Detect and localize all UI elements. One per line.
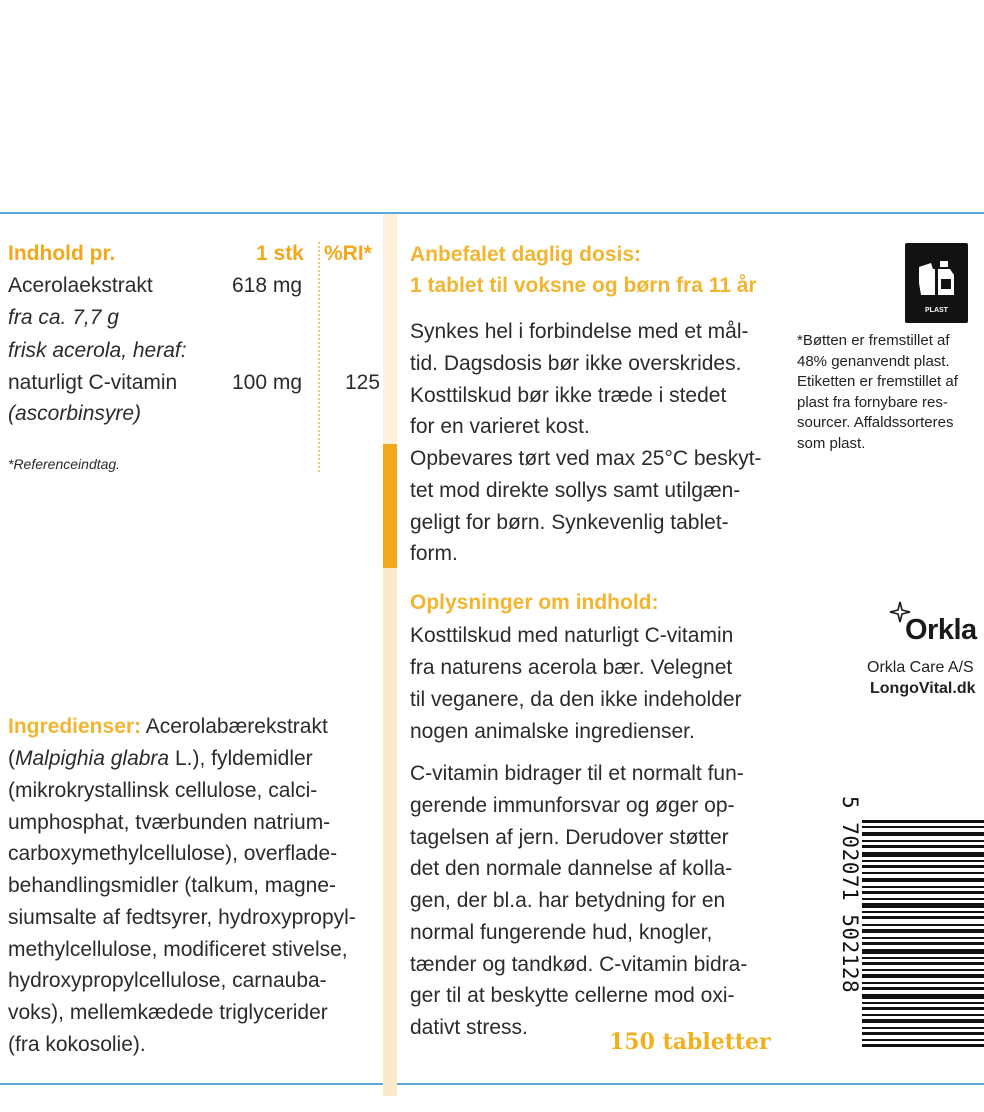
table-divider — [318, 242, 320, 472]
ingredients-line: umphosphat, tværbunden natrium- — [8, 811, 331, 834]
dosage-subheading: 1 tablet til voksne og børn fra 11 år — [410, 274, 757, 297]
plastic-recycling-icon — [905, 243, 968, 323]
vitamin-line: dativt stress. — [410, 1016, 528, 1039]
ingredients-line — [8, 743, 313, 775]
nutrition-header — [8, 242, 380, 272]
ingredients-heading: Ingredienser: — [8, 715, 142, 738]
vitamin-line: C-vitamin bidrager til et normalt fun- — [410, 762, 744, 785]
dosage-line: form. — [410, 542, 458, 565]
nutrition-row-name: fra ca. 7,7 g — [8, 306, 119, 329]
nutrition-header-col2: %RI* — [324, 242, 372, 265]
nutrition-row — [8, 339, 380, 369]
company-name: Orkla Care A/S — [867, 659, 974, 676]
ingredients-line: hydroxypropylcellulose, carnauba- — [8, 969, 327, 992]
dosage-line: geligt for børn. Synkevenlig tablet- — [410, 511, 729, 534]
barcode-bars — [862, 790, 984, 1048]
info-line: fra naturens acerola bær. Velegnet — [410, 656, 733, 679]
top-rule — [0, 212, 984, 214]
recycling-line: *Bøtten er fremstillet af — [797, 332, 950, 349]
bottom-rule — [0, 1083, 984, 1085]
vitamin-line: gen, der bl.a. har betydning for en — [410, 889, 726, 912]
recycling-line: plast fra fornybare res- — [797, 393, 948, 411]
stripe-orange — [383, 444, 397, 568]
plast-label: PLAST — [925, 307, 948, 314]
nutrition-row-ri: 125 — [345, 371, 381, 394]
nutrition-footnote: *Referenceindtag. — [8, 456, 121, 472]
dosage-line: tid. Dagsdosis bør ikke overskrides. — [410, 352, 742, 375]
barcode-digits: 5 702071 502128 — [838, 796, 862, 994]
nutrition-row-amount: 618 mg — [232, 274, 303, 297]
nutrition-row — [8, 402, 380, 432]
orkla-logo: Orkla — [905, 614, 977, 646]
vitamin-line: ger til at beskytte cellerne mod oxi- — [410, 984, 735, 1007]
nutrition-header-label: Indhold pr. — [8, 242, 116, 265]
website: LongoVital.dk — [870, 680, 976, 697]
vitamin-line: gerende immunforsvar og øger op- — [410, 794, 735, 817]
recycling-note — [797, 331, 958, 454]
ingredients-line: methylcellulose, modificeret stivelse, — [8, 938, 348, 961]
nutrition-row — [8, 371, 380, 401]
recycling-line: som plast. — [797, 434, 866, 452]
barcode — [836, 790, 984, 1050]
stripe-light-top — [383, 214, 397, 444]
dosage-line: Synkes hel i forbindelse med et mål- — [410, 320, 749, 343]
dosage-line: tet mod direkte sollys samt utilgæn- — [410, 479, 741, 502]
stripe-light-bottom — [383, 568, 397, 1096]
nutrition-row-name: (ascorbinsyre) — [8, 402, 142, 425]
ingredients-line: carboxymethylcellulose), overflade- — [8, 842, 338, 865]
dosage-line: Kosttilskud bør ikke træde i stedet — [410, 384, 727, 407]
vitamin-line: normal fungerende hud, knogler, — [410, 921, 713, 944]
ingredients-line: siumsalte af fedtsyrer, hydroxypropyl- — [8, 906, 356, 929]
nutrition-row — [8, 274, 380, 304]
ingredients-line: (mikrokrystallinsk cellulose, calci- — [8, 779, 318, 802]
recycling-line: sourcer. Affaldssorteres — [797, 414, 954, 431]
ingredients-text: Acerolabærekstrakt — [141, 715, 328, 738]
dosage-line: for en varieret kost. — [410, 415, 590, 438]
info-line: Kosttilskud med naturligt C-vitamin — [410, 624, 734, 647]
nutrition-row-name: frisk acerola, heraf: — [8, 339, 187, 362]
recycling-line: Etiketten er fremstillet af — [797, 373, 958, 390]
nutrition-row — [8, 306, 380, 336]
dosage-heading: Anbefalet daglig dosis: — [410, 243, 642, 266]
vitamin-line: tagelsen af jern. Derudover støtter — [410, 826, 729, 849]
nutrition-header-col1: 1 stk — [256, 242, 304, 265]
tablet-count: 150 tabletter — [609, 1029, 771, 1055]
ingredients-line: voks), mellemkædede triglycerider — [8, 1001, 328, 1024]
info-line: til veganere, da den ikke indeholder — [410, 688, 742, 711]
nutrition-row-name: Acerolaekstrakt — [8, 274, 153, 297]
nutrition-row-name: naturligt C-vitamin — [8, 371, 178, 394]
nutrition-row-amount: 100 mg — [232, 371, 303, 394]
ingredients-line: behandlingsmidler (talkum, magne- — [8, 874, 336, 897]
info-heading: Oplysninger om indhold: — [410, 591, 659, 614]
ingredients-line: (fra kokosolie). — [8, 1033, 146, 1056]
ingredients-line — [8, 711, 328, 743]
ingredients-text: (Malpighia glabra L.), fyldemidler — [8, 747, 313, 770]
recycling-line: 48% genanvendt plast. — [797, 352, 950, 370]
botanical-name: Malpighia glabra — [15, 747, 170, 770]
info-line: nogen animalske ingredienser. — [410, 720, 695, 743]
vitamin-line: det den normale dannelse af kolla- — [410, 857, 733, 880]
dosage-line: Opbevares tørt ved max 25°C beskyt- — [410, 447, 762, 470]
barcode-lines — [862, 790, 984, 1048]
vitamin-line: tænder og tandkød. C-vitamin bidra- — [410, 953, 748, 976]
